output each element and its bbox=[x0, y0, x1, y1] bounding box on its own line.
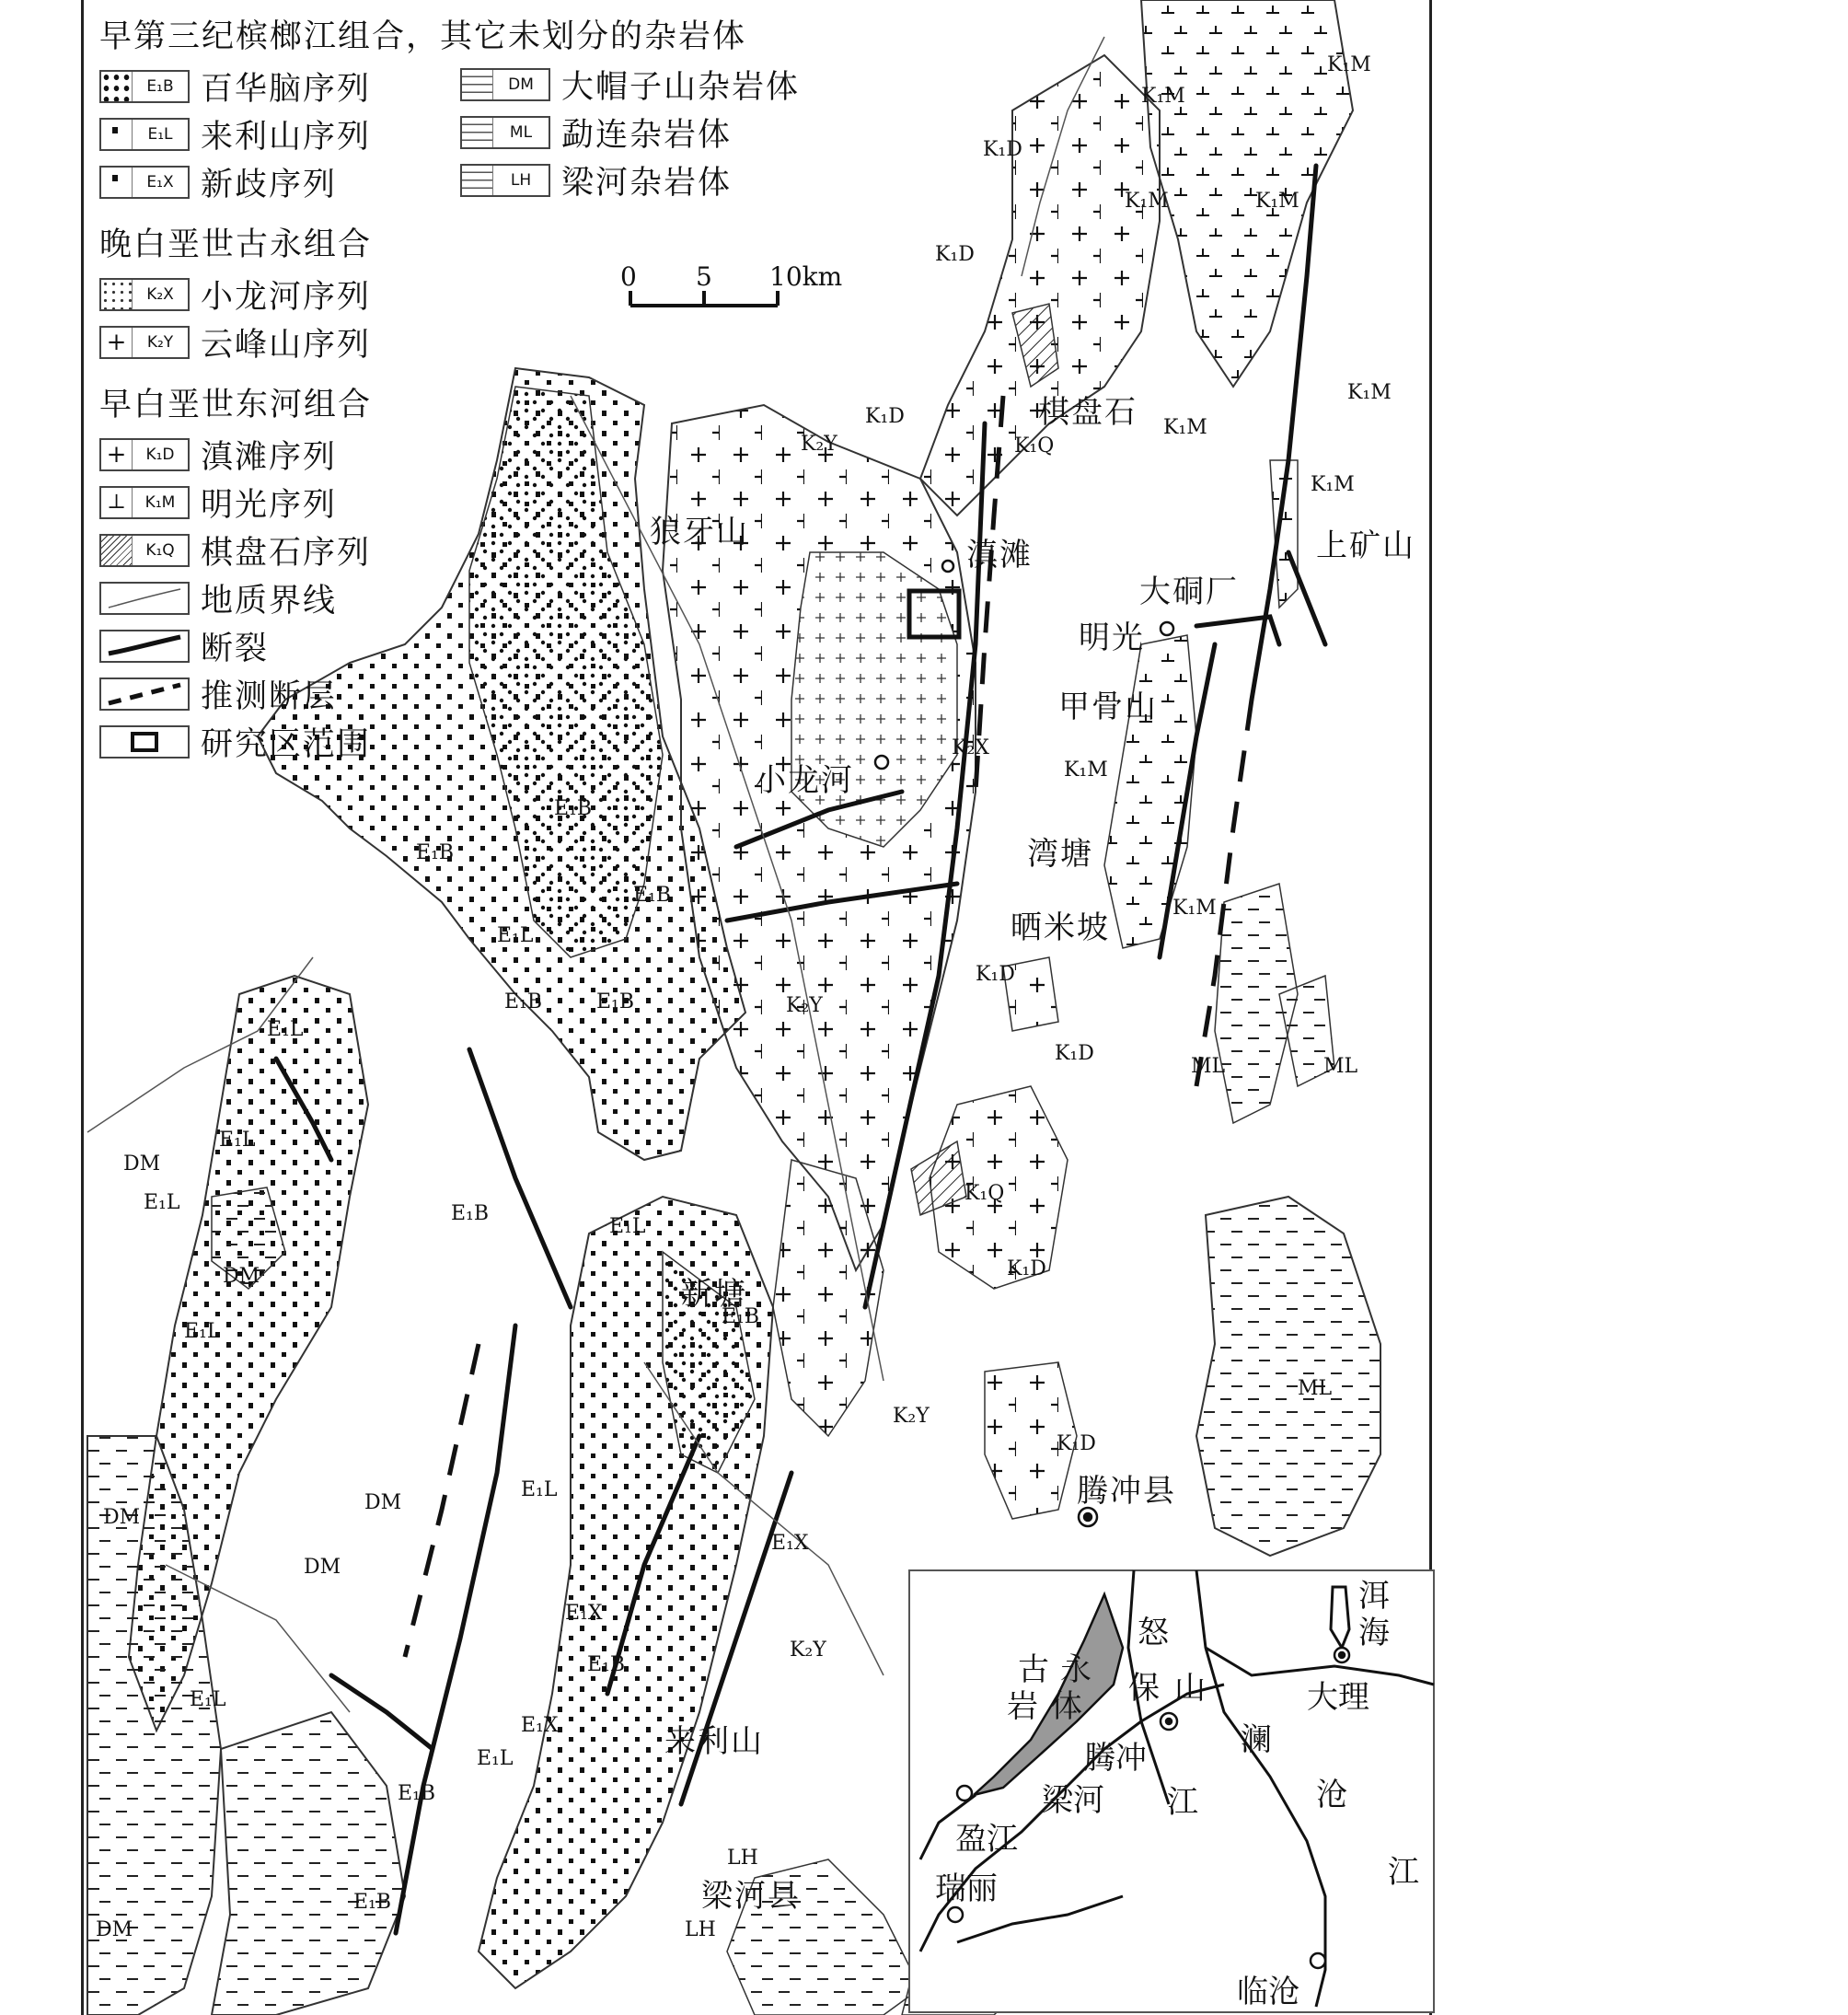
legend-label: 梁河杂岩体 bbox=[561, 165, 733, 202]
inset-label-gu: 古 bbox=[1018, 1651, 1049, 1688]
unit-label-dm: DM bbox=[123, 1152, 161, 1175]
legend-label: 小龙河序列 bbox=[201, 279, 372, 316]
inset-label-lan: 澜 bbox=[1241, 1721, 1272, 1758]
unit-label-e1b: E₁B bbox=[451, 1202, 490, 1225]
place-jiagushan: 甲骨山 bbox=[1058, 689, 1158, 725]
legend-item-k2y bbox=[99, 318, 449, 366]
legend-label: 推测断层 bbox=[201, 678, 338, 715]
legend-swatch: ML bbox=[460, 116, 550, 149]
unit-label-e1b: E₁B bbox=[398, 1782, 436, 1805]
marker-xiaolonghe bbox=[875, 756, 888, 769]
place-tengchongxian: 腾冲县 bbox=[1077, 1473, 1176, 1510]
unit-label-e1l: E₁L bbox=[477, 1747, 514, 1770]
inset-label-jiang: 江 bbox=[1167, 1784, 1198, 1821]
inset-label-ti: 体 bbox=[1051, 1688, 1082, 1725]
legend-item-e1l bbox=[99, 110, 449, 158]
legend-label: 大帽子山杂岩体 bbox=[561, 69, 801, 106]
unit-label-dm: DM bbox=[223, 1265, 260, 1288]
legend-item-study-area bbox=[99, 718, 449, 766]
inset-label-er: 洱 bbox=[1358, 1578, 1390, 1615]
inset-label-cang: 沧 bbox=[1316, 1777, 1347, 1813]
scale-label-10km: 10km bbox=[769, 261, 843, 292]
unit-label-k2x: K₂X bbox=[952, 736, 989, 759]
inset-label-jiang2: 江 bbox=[1388, 1854, 1419, 1891]
unit-label-lh: LH bbox=[685, 1918, 716, 1941]
place-mingguang: 明光 bbox=[1079, 620, 1145, 656]
legend-item-dm bbox=[460, 61, 800, 109]
unit-label-k1m: K₁M bbox=[1125, 190, 1169, 213]
unit-label-e1l: E₁L bbox=[184, 1320, 221, 1343]
unit-label-k1d: K₁D bbox=[1057, 1432, 1096, 1455]
scale-label-0: 0 bbox=[620, 261, 637, 292]
inset-label-nu: 怒 bbox=[1138, 1615, 1169, 1651]
legend-item-ml bbox=[460, 109, 800, 156]
unit-label-k2y: K₂Y bbox=[801, 433, 837, 456]
place-langyashan: 狼牙山 bbox=[650, 514, 749, 550]
legend-label: 地质界线 bbox=[201, 583, 338, 620]
inset-label-lincang: 临沧 bbox=[1237, 1974, 1299, 2010]
legend-item-e1b bbox=[99, 63, 449, 110]
unit-label-k1m: K₁M bbox=[1347, 381, 1392, 404]
unit-label-e1b: E₁B bbox=[554, 797, 593, 820]
unit-label-dm: DM bbox=[304, 1556, 341, 1579]
legend-group3-title: 早白垩世东河组合 bbox=[99, 387, 373, 423]
inset-marker-dali-core bbox=[1339, 1652, 1345, 1658]
unit-label-e1l: E₁L bbox=[219, 1129, 256, 1152]
unit-label-k1m: K₁M bbox=[1311, 473, 1355, 496]
unit-label-e1x: E₁X bbox=[771, 1532, 809, 1555]
legend-item-boundary bbox=[99, 574, 449, 622]
unit-label-e1l: E₁L bbox=[521, 1478, 558, 1501]
legend-swatch: + K₂Y bbox=[99, 326, 190, 359]
unit-label-e1l: E₁L bbox=[609, 1215, 646, 1238]
unit-label-e1l: E₁L bbox=[144, 1191, 180, 1214]
legend-swatch: E₁X bbox=[99, 166, 190, 199]
legend-item-k2x bbox=[99, 271, 449, 318]
legend-label: 新歧序列 bbox=[201, 167, 338, 203]
unit-label-k2y: K₂Y bbox=[893, 1405, 930, 1428]
legend-label: 来利山序列 bbox=[201, 119, 372, 156]
legend-swatch: K₁Q bbox=[99, 534, 190, 567]
unit-label-e1b: E₁B bbox=[587, 1653, 626, 1676]
unit-label-lh: LH bbox=[727, 1847, 758, 1870]
unit-label-k1m: K₁M bbox=[1163, 416, 1207, 439]
legend-swatch: LH bbox=[460, 164, 550, 197]
inset-label-yingjiang: 盈江 bbox=[955, 1821, 1018, 1858]
fault-west-2 bbox=[469, 1049, 571, 1307]
marker-tengchongxian-inner bbox=[1084, 1513, 1091, 1521]
unit-label-ml: ML bbox=[1323, 1055, 1358, 1078]
legend-label: 断裂 bbox=[201, 631, 270, 667]
legend-swatch bbox=[99, 582, 190, 615]
legend-item-k1d bbox=[99, 431, 449, 479]
legend-label: 研究区范围 bbox=[201, 726, 372, 763]
unit-label-e1b: E₁B bbox=[596, 990, 635, 1013]
inset-label-tengchong: 腾冲 bbox=[1084, 1740, 1147, 1777]
legend-label: 百华脑序列 bbox=[201, 71, 372, 108]
unit-label-e1l: E₁L bbox=[497, 924, 534, 947]
place-lailishan: 来利山 bbox=[664, 1723, 764, 1760]
unit-label-ml: ML bbox=[1298, 1377, 1333, 1400]
place-qipanshi: 棋盘石 bbox=[1038, 394, 1138, 431]
unit-label-e1b: E₁B bbox=[633, 884, 672, 907]
inset-label-bao: 保 bbox=[1128, 1670, 1160, 1707]
inset-label-dali: 大理 bbox=[1307, 1679, 1369, 1716]
unit-label-k2y: K₂Y bbox=[786, 994, 823, 1017]
unit-label-k1d: K₁D bbox=[983, 138, 1022, 161]
place-lianghexian: 梁河县 bbox=[701, 1878, 801, 1915]
legend-swatch: + K₁D bbox=[99, 438, 190, 471]
inset-label-ruili: 瑞丽 bbox=[935, 1870, 998, 1907]
legend-item-e1x bbox=[99, 158, 449, 206]
unit-label-e1b: E₁B bbox=[504, 990, 543, 1013]
place-shangkuangshan: 上矿山 bbox=[1316, 527, 1415, 564]
unit-label-e1b: E₁B bbox=[353, 1891, 392, 1914]
unit-label-k1m: K₁M bbox=[1141, 85, 1185, 108]
legend-item-fault bbox=[99, 622, 449, 670]
unit-label-k1d: K₁D bbox=[1007, 1257, 1046, 1280]
inset-label-yong: 永 bbox=[1060, 1651, 1091, 1688]
fault-shangkuangshan bbox=[1288, 552, 1325, 644]
unit-label-k1q: K₁Q bbox=[964, 1182, 1005, 1205]
place-shaimipo: 晒米坡 bbox=[1011, 909, 1110, 946]
marker-mingguang bbox=[1161, 622, 1173, 635]
unit-label-dm: DM bbox=[96, 1918, 133, 1941]
legend-swatch bbox=[99, 630, 190, 663]
unit-label-ml: ML bbox=[1191, 1055, 1226, 1078]
legend-swatch bbox=[99, 725, 190, 759]
unit-dm-southwest bbox=[212, 1712, 405, 2015]
unit-label-e1b: E₁B bbox=[722, 1305, 760, 1328]
unit-label-k1m: K₁M bbox=[1327, 53, 1371, 76]
unit-label-k1d: K₁D bbox=[1055, 1042, 1094, 1065]
legend-label: 滇滩序列 bbox=[201, 439, 338, 476]
unit-label-e1b: E₁B bbox=[416, 841, 455, 864]
place-diantan: 滇滩 bbox=[966, 537, 1033, 573]
unit-label-e1x: E₁X bbox=[565, 1602, 603, 1625]
fault-central-sw bbox=[396, 1326, 515, 1933]
unit-label-dm: DM bbox=[364, 1491, 402, 1514]
unit-label-k1d: K₁D bbox=[935, 243, 975, 266]
inset-label-hai: 海 bbox=[1358, 1615, 1390, 1651]
legend-label: 勐连杂岩体 bbox=[561, 117, 733, 154]
place-xiaolonghe: 小龙河 bbox=[755, 762, 854, 799]
legend-item-k1q bbox=[99, 527, 449, 574]
legend-group1-title: 早第三纪槟榔江组合，其它未划分的杂岩体 bbox=[99, 18, 747, 55]
inset-label-yan: 岩 bbox=[1007, 1688, 1038, 1725]
unit-label-k1d: K₁D bbox=[976, 963, 1015, 986]
inset-marker-lincang bbox=[1311, 1953, 1325, 1968]
scale-label-5: 5 bbox=[696, 261, 712, 292]
legend-label: 棋盘石序列 bbox=[201, 535, 372, 572]
legend-swatch bbox=[99, 677, 190, 711]
unit-label-k1m: K₁M bbox=[1064, 759, 1108, 782]
legend-item-lh bbox=[460, 156, 800, 204]
legend-swatch: DM bbox=[460, 68, 550, 101]
inset-label-lianghe: 梁河 bbox=[1042, 1782, 1104, 1819]
unit-label-k1m: K₁M bbox=[1172, 897, 1217, 920]
place-wantang: 湾塘 bbox=[1027, 836, 1093, 873]
marker-diantan bbox=[942, 561, 953, 572]
legend-group2-title: 晚白垩世古永组合 bbox=[99, 226, 373, 263]
legend-label: 云峰山序列 bbox=[201, 327, 372, 364]
unit-label-e1x: E₁X bbox=[521, 1714, 559, 1737]
place-datongchang: 大硐厂 bbox=[1139, 573, 1239, 610]
unit-k1m-north bbox=[1141, 0, 1353, 387]
inset-marker-tengchong-core bbox=[1166, 1719, 1172, 1724]
legend-swatch: ⊥ K₁M bbox=[99, 486, 190, 519]
unit-label-dm: DM bbox=[103, 1506, 141, 1529]
unit-label-e1l: E₁L bbox=[190, 1688, 226, 1711]
unit-label-k1m: K₁M bbox=[1255, 190, 1299, 213]
legend-item-k1m bbox=[99, 479, 449, 527]
legend-swatch: E₁L bbox=[99, 118, 190, 151]
legend-swatch: E₁B bbox=[99, 70, 190, 103]
unit-label-k1d: K₁D bbox=[865, 405, 905, 428]
legend-label: 明光序列 bbox=[201, 487, 338, 524]
unit-ml-south bbox=[1196, 1197, 1380, 1556]
legend-item-inferred-fault bbox=[99, 670, 449, 718]
unit-label-e1l: E₁L bbox=[267, 1018, 304, 1041]
inset-marker-ruili bbox=[948, 1907, 963, 1922]
inset-label-shan: 山 bbox=[1174, 1670, 1206, 1707]
inset-marker-yingjiang bbox=[957, 1786, 972, 1801]
legend-swatch: K₂X bbox=[99, 278, 190, 311]
unit-label-k2y: K₂Y bbox=[790, 1639, 826, 1662]
place-xintang: 新塘 bbox=[681, 1276, 747, 1313]
scale-bar bbox=[630, 291, 778, 306]
unit-label-k1q: K₁Q bbox=[1014, 434, 1055, 457]
legend-column-2 bbox=[460, 61, 800, 204]
